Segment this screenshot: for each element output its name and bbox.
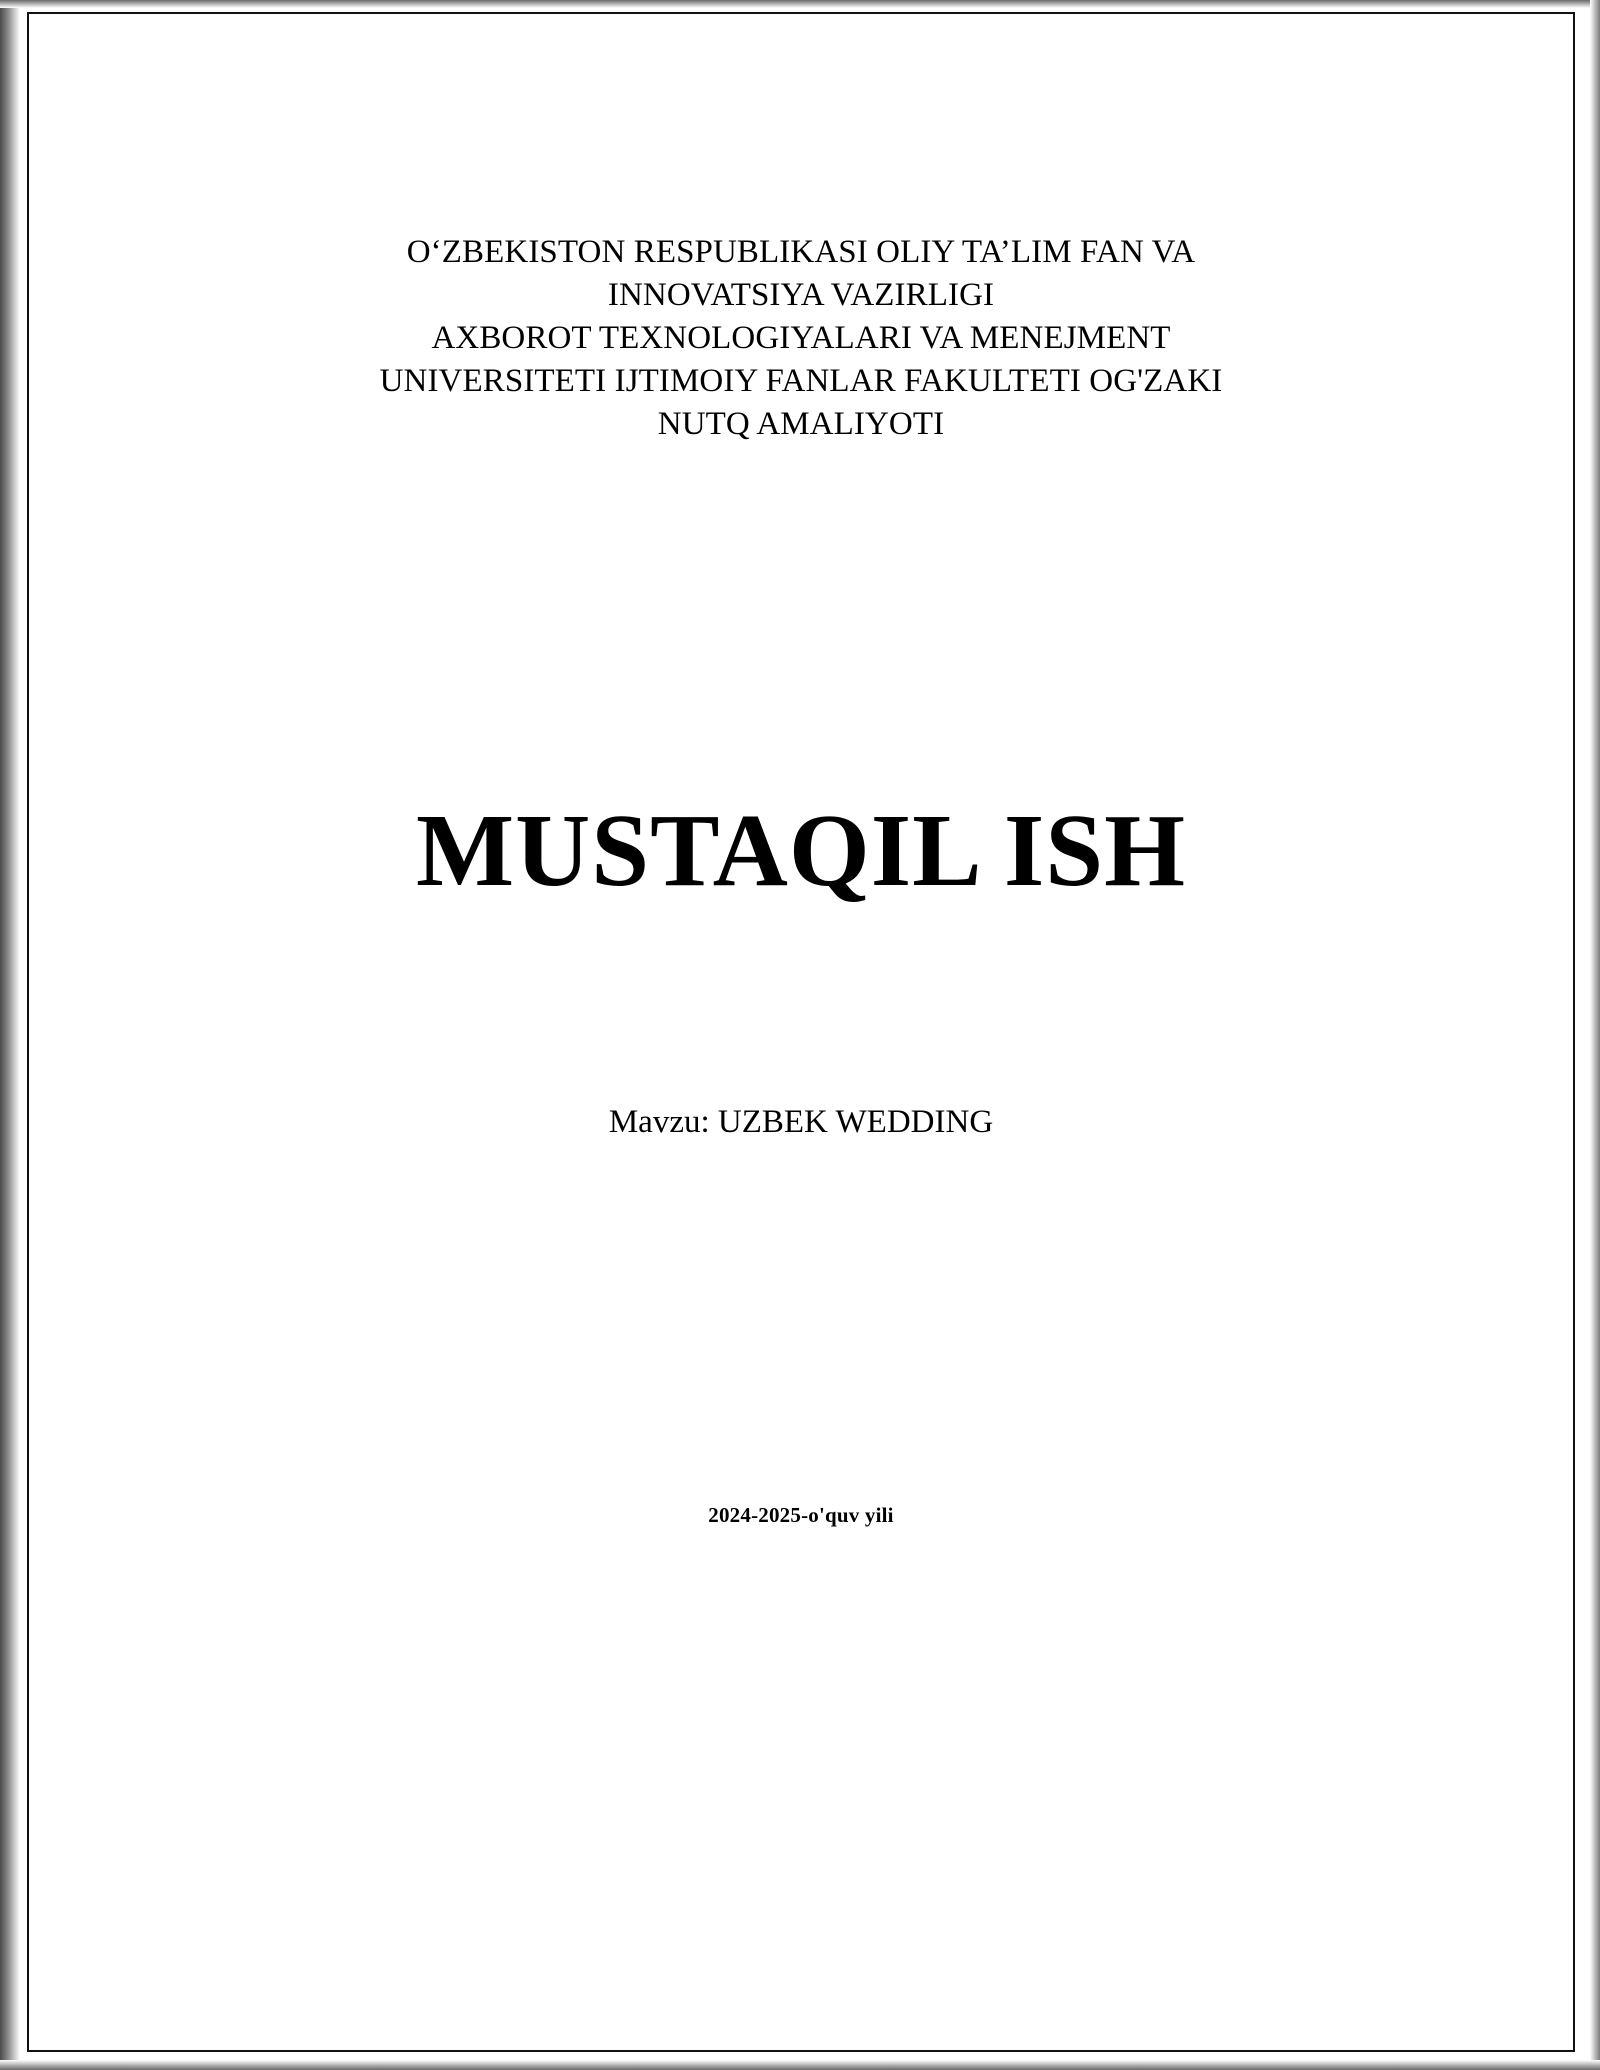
institution-header-line-3: AXBOROT TEXNOLOGIYALARI VA MENEJMENT bbox=[431, 319, 1171, 356]
page-edge-shadow-bottom bbox=[0, 2060, 1600, 2070]
subject-topic-line: Mavzu: UZBEK WEDDING bbox=[608, 1104, 994, 1140]
institution-header-line-4: UNIVERSITETI IJTIMOIY FANLAR FAKULTETI OG'ZAKI bbox=[379, 362, 1223, 399]
institution-header-line-1: O‘ZBEKISTON RESPUBLIKASI OLIY TA’LIM FAN VA bbox=[406, 234, 1196, 270]
institution-header-line-2: INNOVATSIYA VAZIRLIGI bbox=[607, 276, 995, 313]
page-edge-shadow-left bbox=[0, 0, 20, 2070]
page-title: MUSTAQIL ISH bbox=[415, 793, 1187, 908]
page-edge-shadow-top bbox=[0, 0, 1600, 8]
institution-header bbox=[31, 231, 1571, 445]
institution-header-line-5: NUTQ AMALIYOTI bbox=[657, 405, 945, 442]
academic-year-label: 2024-2025-o'quv yili bbox=[708, 1503, 894, 1527]
page-edge-shadow-right bbox=[1590, 0, 1600, 2070]
title-page-content bbox=[31, 16, 1571, 2048]
